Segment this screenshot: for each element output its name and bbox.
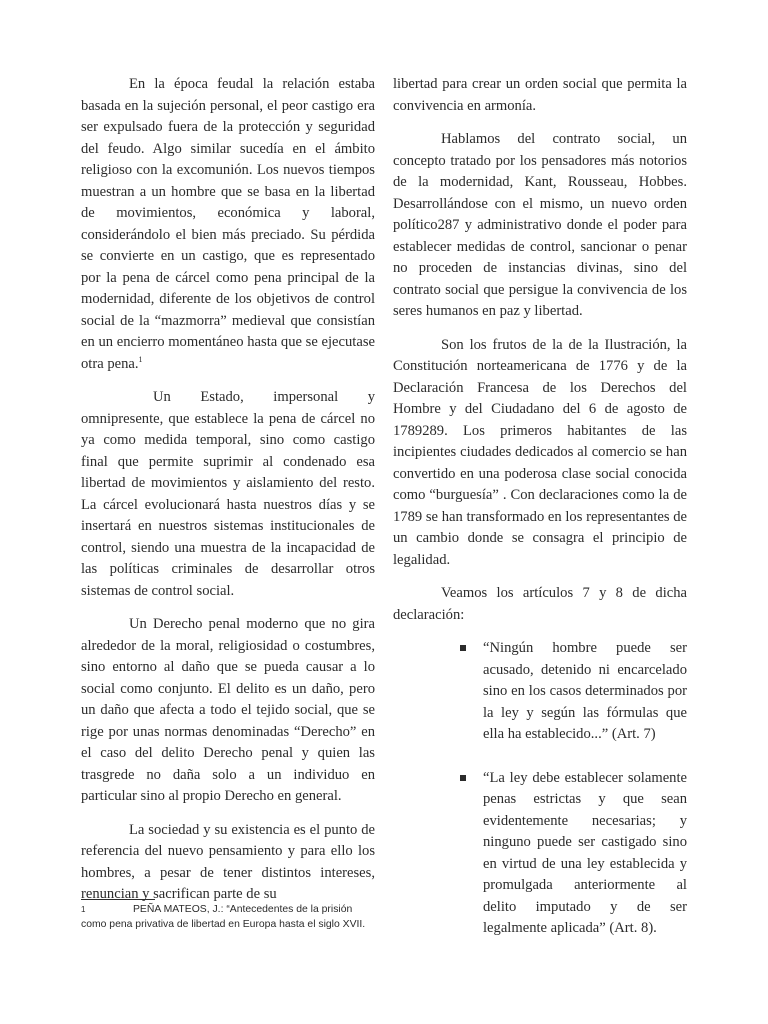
footnote-reference[interactable]: 1 xyxy=(138,354,143,364)
list-item: “La ley debe establecer solamente penas estrictas y que sean evidentemente necesarias; y ninguno puede ser castigado sino en virtud de una ley establecida y promulgada anteriormente al delito imputado y de ser legalmente aplicada” (Art. 8). xyxy=(393,768,687,940)
footnote-number: 1 xyxy=(81,905,86,914)
paragraph: Un Estado, impersonal y omnipresente, que establece la pena de cárcel no ya como medida temporal, sino como castigo final que permite suprimir al condenado esa libertad de movimientos y aislamiento del resto. La cárcel evolucionará hasta nuestros días y se insertará en nuestros sistemas institucionales de control, siendo una muestra de la incapacidad de las políticas criminales de desarrollar otros sistemas de control social. xyxy=(81,389,375,599)
list-item: “Ningún hombre puede ser acusado, detenido ni encarcelado sino en los casos determinados por la ley y según las fórmulas que ella ha establecido...” (Art. 7) xyxy=(393,638,687,746)
square-bullet-icon xyxy=(460,775,466,781)
square-bullet-icon xyxy=(460,645,466,651)
footnote-divider xyxy=(81,899,155,900)
paragraph: libertad para crear un orden social que permita la convivencia en armonía. xyxy=(393,76,687,114)
paragraph: Hablamos del contrato social, un concepto tratado por los pensadores más notorios de la modernidad, Kant, Rousseau, Hobbes. Desarrollándose con el mismo, un nuevo orden político287 y administrativo donde el poder para establecer medidas de control, sancionar o penar no proceden de instancias divinas, sino del contrato social que persigue la convivencia de los seres humanos en paz y libertad. xyxy=(393,131,687,319)
paragraph: Son los frutos de la de la Ilustración, la Constitución norteamericana de 1776 y de la Declaración Francesa de los Derechos del Hombre y del Ciudadano del 6 de agosto de 1789289. Los primeros habitantes de las incipientes ciudades dedicados al comercio se han convertido en una poderosa clase social conocida como “burguesía” . Con declaraciones como la de 1789 se han transformado en los representantes de un cambio donde se consagra el principio de legalidad. xyxy=(393,336,687,568)
article-quote-list xyxy=(393,638,687,940)
left-column xyxy=(81,74,375,918)
footnote-text: PEÑA MATEOS, J.: “Antecedentes de la prisión como pena privativa de libertad en Europa hasta el siglo XVII. xyxy=(81,904,366,930)
paragraph: Un Derecho penal moderno que no gira alrededor de la moral, religiosidad o costumbres, sino entorno al daño que se pueda causar a lo social como conjunto. El delito es un daño, pero un daño que afecta a todo el tejido social, que se rige por unas normas denominadas “Derecho” en el caso del delito Derecho penal y quien las trasgrede no daña solo a un individuo en particular sino al propio Derecho en general. xyxy=(81,616,375,804)
paragraph: La sociedad y su existencia es el punto de referencia del nuevo pensamiento y para ello los hombres, a pesar de tener distintos intereses, renuncian y sacrifican parte de su xyxy=(81,821,375,902)
right-column xyxy=(393,74,687,962)
footnote xyxy=(81,903,377,932)
paragraph: En la época feudal la relación estaba basada en la sujeción personal, el peor castigo era ser expulsado fuera de la protección y seguridad del feudo. Algo similar sucedía en el ámbito religioso con la excomunión. Los nuevos tiempos muestran a un hombre que se basa en la libertad de movimientos, económica y laboral, considerándolo el bien más preciado. Su pérdida se convierte en un castigo, que es representado por la pena de cárcel como pena principal de la modernidad, diferente de los objetivos de control social de la “mazmorra” medieval que consistían en un encierro momentáneo hasta que se ejecutase otra pena.$^1$ xyxy=(81,76,375,372)
paragraph: Veamos los artículos 7 y 8 de dicha declaración: xyxy=(393,585,687,623)
